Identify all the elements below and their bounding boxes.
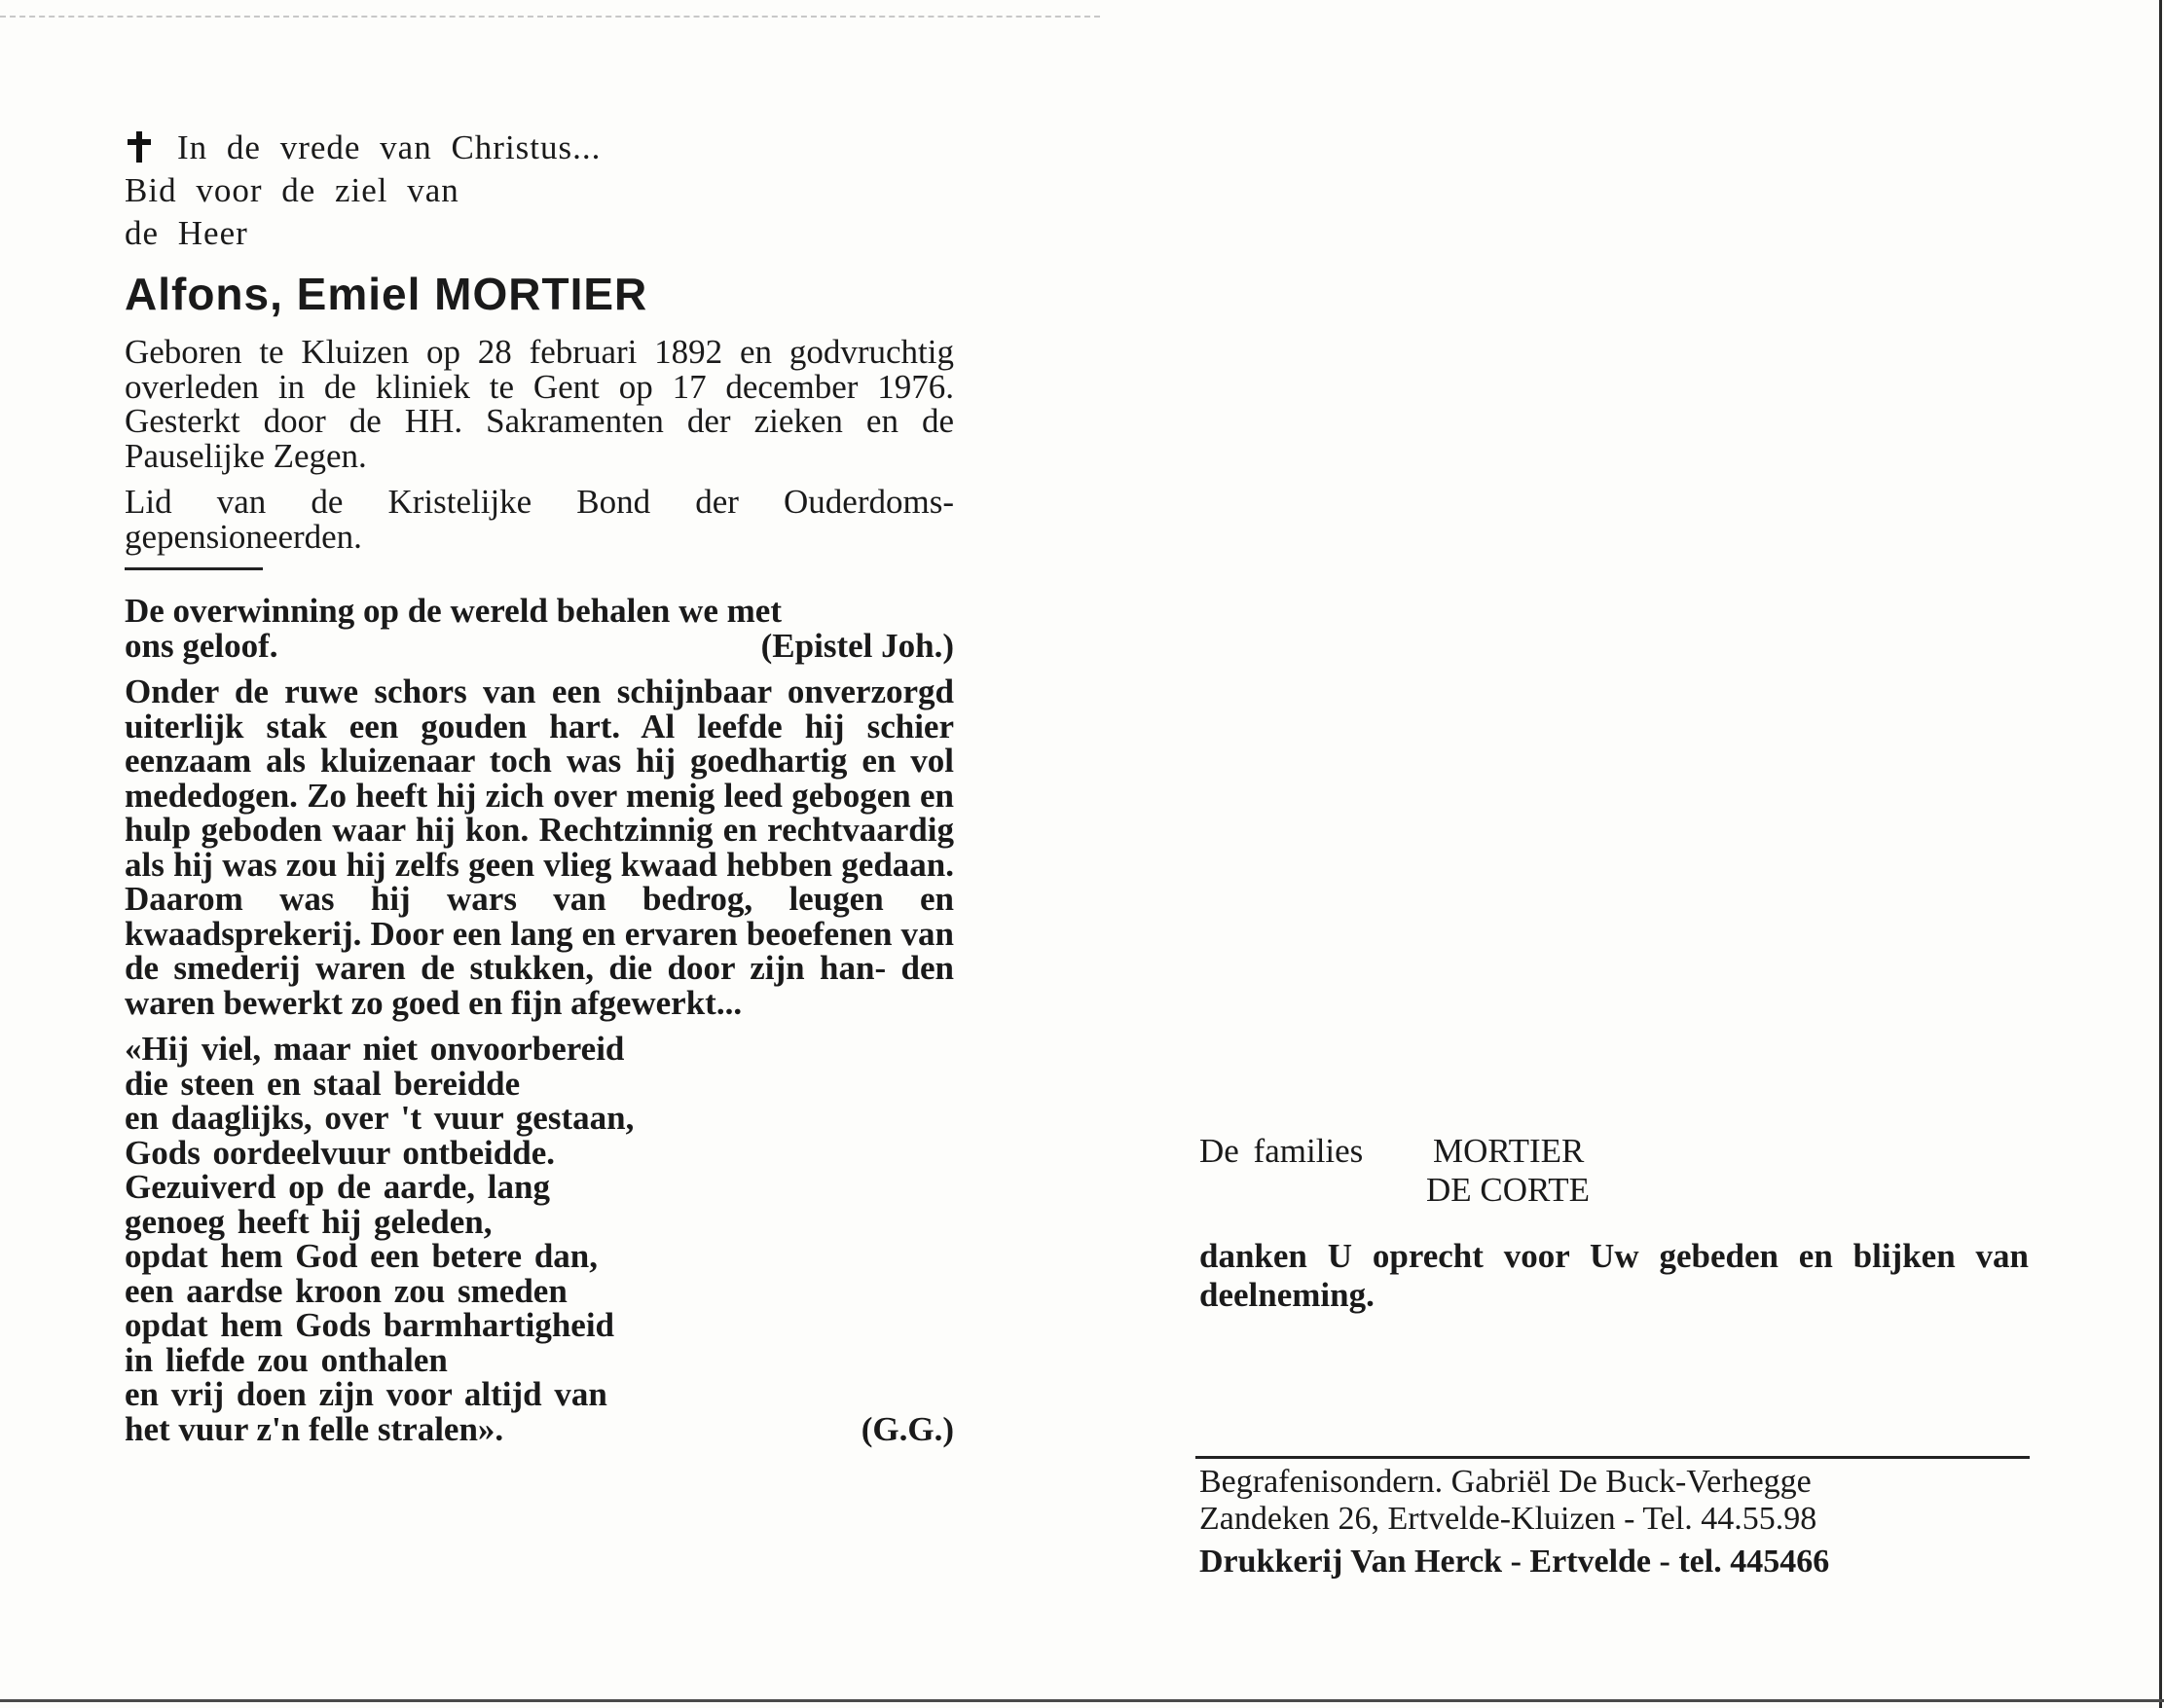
families-row <box>1199 1132 2027 1171</box>
cross-icon <box>125 131 154 163</box>
families-label: De families <box>1199 1132 1364 1170</box>
tribute-text: Onder de ruwe schors van een schijnbaar onverzorgd uiterlijk stak een gouden hart. Al leefde hij schier eenzaam als kluizenaar toch was hij goedhartig en vol mededogen. Zo heeft hij zich over menig leed gebogen en hulp geboden waar hij kon. Rechtzinnig en rechtvaardig als hij was zou hij zelfs geen vlieg kwaad hebben gedaan. Daarom was hij wars van bedrog, leugen en kwaadsprekerij. Door een lang en ervaren beoefenen van de smederij waren de stukken, die door zijn han- den waren bewerkt zo goed en fijn afgewerkt... <box>125 672 954 1022</box>
section-divider <box>125 567 263 570</box>
verse-source: (Epistel Joh.) <box>760 626 954 665</box>
poem-line: een aardse kroon zou smeden <box>125 1271 568 1310</box>
poem-signature: (G.G.) <box>861 1409 954 1448</box>
intro-line-1 <box>125 127 954 169</box>
footer-credits <box>1199 1464 2029 1581</box>
undertaker-address-text: Zandeken 26, Ertvelde-Kluizen - Tel. 44.55.98 <box>1199 1501 1817 1537</box>
membership: Lid van de Kristelijke Bond der Ouderdoms- gepensioneerden. <box>125 483 954 556</box>
right-edge-line <box>2159 0 2162 1708</box>
undertaker-address <box>1199 1501 2029 1538</box>
printer-text: Drukkerij Van Herck - Ertvelde - tel. 445466 <box>1199 1544 1830 1580</box>
poem <box>125 1032 954 1446</box>
family-2: DE CORTE <box>1426 1171 1591 1209</box>
poem-line: Gods oordeelvuur ontbeidde. <box>125 1133 555 1172</box>
poem-line: en vrij doen zijn voor altijd van <box>125 1375 607 1413</box>
poem-line: in liefde zou onthalen <box>125 1340 448 1379</box>
poem-line: opdat hem Gods barmhartigheid <box>125 1306 615 1344</box>
biography: Geboren te Kluizen op 28 februari 1892 en godvruchtig overleden in de kliniek te Gent op 17 december 1976. Gesterkt door de HH. Sakramenten der zieken en de Pauselijke Zegen. <box>125 333 954 475</box>
poem-line: opdat hem God een betere dan, <box>125 1237 599 1275</box>
poem-line: Gezuiverd op de aarde, lang <box>125 1168 550 1206</box>
undertaker-name <box>1199 1464 2029 1501</box>
poem-last-row <box>125 1409 954 1448</box>
intro-line-3: de Heer <box>125 214 248 252</box>
thanks-text: danken U oprecht voor Uw gebeden en blijken van deelneming. <box>1199 1237 2029 1314</box>
left-page <box>125 127 954 1446</box>
intro-line-2: Bid voor de ziel van <box>125 171 459 209</box>
deceased-name: Alfons, Emiel MORTIER <box>125 269 648 319</box>
poem-line: en daaglijks, over 't vuur gestaan, <box>125 1099 635 1137</box>
right-page <box>1199 1132 2027 1315</box>
top-edge-line <box>0 16 1100 18</box>
poem-line: die steen en staal bereidde <box>125 1064 521 1103</box>
bottom-edge-line <box>0 1699 2164 1702</box>
printer-line <box>1199 1544 2029 1581</box>
verse-text-end: ons geloof. <box>125 626 278 665</box>
poem-line: genoeg heeft hij geleden, <box>125 1202 493 1241</box>
family-1: MORTIER <box>1433 1132 1585 1170</box>
verse-end-row <box>125 626 954 665</box>
undertaker-name-text: Begrafenisondern. Gabriël De Buck-Verhegge <box>1199 1464 1812 1500</box>
poem-last-line: het vuur z'n felle stralen». <box>125 1409 504 1448</box>
footer-divider <box>1195 1456 2030 1459</box>
intro-text-1: In de vrede van Christus... <box>177 128 602 166</box>
poem-line: «Hij viel, maar niet onvoorbereid <box>125 1030 625 1068</box>
verse-block <box>125 594 954 1020</box>
verse-text: De overwinning op de wereld behalen we met <box>125 592 782 630</box>
